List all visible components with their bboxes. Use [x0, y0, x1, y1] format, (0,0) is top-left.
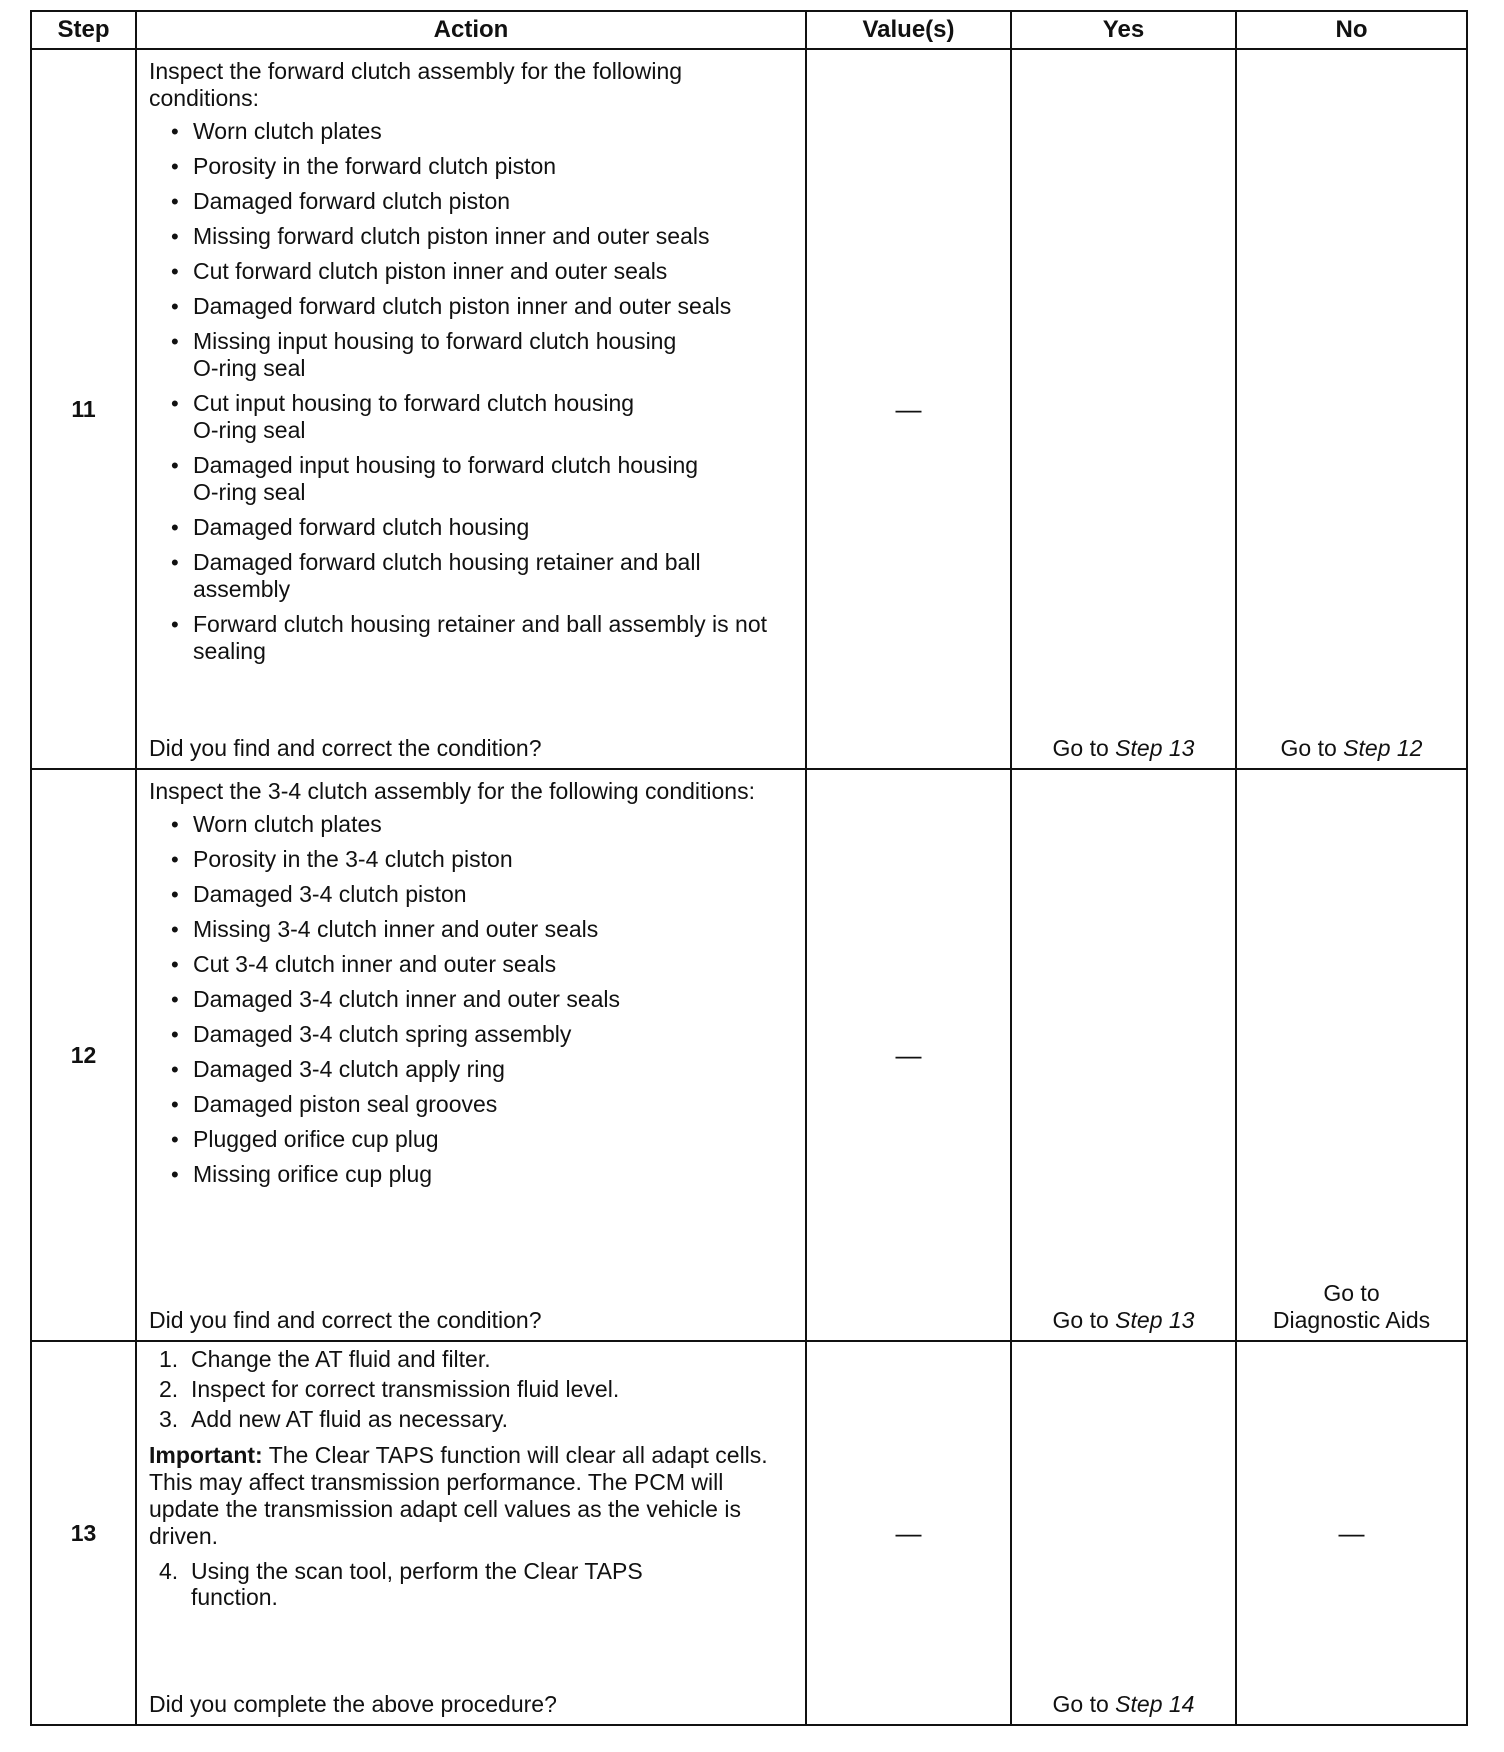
condition-list — [137, 811, 805, 1188]
list-item: • Cut input housing to forward clutch housing O-ring seal — [171, 390, 805, 444]
list-item: • Damaged 3-4 clutch apply ring — [171, 1056, 805, 1083]
header-values: Value(s) — [806, 11, 1011, 49]
list-item — [159, 1406, 805, 1432]
step-link[interactable]: Step 12 — [1343, 735, 1423, 761]
yes-cell — [1011, 769, 1236, 1341]
procedure-list — [137, 1558, 805, 1610]
no-cell: — — [1236, 1341, 1467, 1725]
important-note — [137, 1436, 805, 1554]
list-item: • Damaged forward clutch piston — [171, 188, 805, 215]
no-goto[interactable] — [1237, 735, 1466, 762]
list-item: • Missing 3-4 clutch inner and outer seals — [171, 916, 805, 943]
step-index: 1. — [159, 1346, 179, 1372]
list-item — [159, 1558, 805, 1610]
header-no: No — [1236, 11, 1467, 49]
list-item: • Worn clutch plates — [171, 118, 805, 145]
no-cell — [1236, 49, 1467, 769]
no-cell — [1236, 769, 1467, 1341]
step-number: 13 — [31, 1341, 136, 1725]
list-item: • Plugged orifice cup plug — [171, 1126, 805, 1153]
step-text: Add new AT fluid as necessary. — [191, 1406, 509, 1432]
action-cell — [136, 49, 806, 769]
value-cell: — — [806, 1341, 1011, 1725]
list-item — [159, 1346, 805, 1372]
diagnostic-table — [30, 10, 1468, 1726]
list-item: • Missing orifice cup plug — [171, 1161, 805, 1188]
list-item: • Porosity in the forward clutch piston — [171, 153, 805, 180]
table-row-step-12 — [31, 769, 1467, 1341]
step-link[interactable]: Step 13 — [1115, 1307, 1195, 1333]
condition-list — [137, 118, 805, 665]
yes-cell — [1011, 1341, 1236, 1725]
list-item: • Damaged 3-4 clutch inner and outer seals — [171, 986, 805, 1013]
table-row-step-13 — [31, 1341, 1467, 1725]
step-text: Inspect for correct transmission fluid level. — [191, 1376, 620, 1402]
list-item — [159, 1376, 805, 1402]
goto-prefix: Go to — [1052, 735, 1116, 761]
no-goto[interactable] — [1237, 1280, 1466, 1334]
step-number: 11 — [31, 49, 136, 769]
table-header-row — [31, 11, 1467, 49]
goto-prefix: Go to — [1323, 1280, 1380, 1306]
yes-goto[interactable] — [1012, 1691, 1235, 1718]
list-item: • Porosity in the 3-4 clutch piston — [171, 846, 805, 873]
value-cell: — — [806, 49, 1011, 769]
list-item: • Damaged input housing to forward clutch housing O-ring seal — [171, 452, 805, 506]
list-item: • Missing forward clutch piston inner and outer seals — [171, 223, 805, 250]
action-cell — [136, 1341, 806, 1725]
step-index: 4. — [159, 1558, 179, 1584]
table-row-step-11 — [31, 49, 1467, 769]
list-item: • Missing input housing to forward clutch housing O-ring seal — [171, 328, 805, 382]
action-intro: Inspect the forward clutch assembly for the following conditions: — [149, 58, 683, 111]
step-index: 3. — [159, 1406, 179, 1432]
list-item: • Worn clutch plates — [171, 811, 805, 838]
goto-prefix: Go to — [1052, 1691, 1116, 1717]
action-intro: Inspect the 3-4 clutch assembly for the following conditions: — [149, 778, 755, 804]
list-item: • Damaged 3-4 clutch spring assembly — [171, 1021, 805, 1048]
step-text: Change the AT fluid and filter. — [191, 1346, 491, 1372]
list-item: • Cut 3-4 clutch inner and outer seals — [171, 951, 805, 978]
list-item: • Damaged piston seal grooves — [171, 1091, 805, 1118]
list-item: • Damaged forward clutch piston inner and outer seals — [171, 293, 805, 320]
action-question: Did you complete the above procedure? — [149, 1691, 557, 1717]
list-item: • Damaged forward clutch housing retainer and ball assembly — [171, 549, 805, 603]
important-text: The Clear TAPS function will clear all adapt cells. This may affect transmission performance. The PCM will update the transmission adapt cell values as the vehicle is driven. — [149, 1442, 768, 1549]
yes-goto[interactable] — [1012, 1307, 1235, 1334]
list-item: • Damaged forward clutch housing — [171, 514, 805, 541]
list-item: • Forward clutch housing retainer and ball assembly is not sealing — [171, 611, 805, 665]
value-cell: — — [806, 769, 1011, 1341]
list-item: • Damaged 3-4 clutch piston — [171, 881, 805, 908]
action-question: Did you find and correct the condition? — [149, 735, 542, 761]
step-index: 2. — [159, 1376, 179, 1402]
action-question: Did you find and correct the condition? — [149, 1307, 542, 1333]
yes-cell — [1011, 49, 1236, 769]
header-action: Action — [136, 11, 806, 49]
goto-prefix: Go to — [1052, 1307, 1116, 1333]
procedure-list — [137, 1346, 805, 1432]
diagnostic-aids-link[interactable]: Diagnostic Aids — [1272, 1307, 1431, 1333]
action-cell — [136, 769, 806, 1341]
important-label: Important: — [149, 1442, 263, 1468]
list-item: • Cut forward clutch piston inner and outer seals — [171, 258, 805, 285]
step-link[interactable]: Step 13 — [1115, 735, 1195, 761]
yes-goto[interactable] — [1012, 735, 1235, 762]
header-yes: Yes — [1011, 11, 1236, 49]
step-text: Using the scan tool, perform the Clear TAPS function. — [191, 1558, 643, 1610]
step-number: 12 — [31, 769, 136, 1341]
goto-prefix: Go to — [1280, 735, 1344, 761]
header-step: Step — [31, 11, 136, 49]
step-link[interactable]: Step 14 — [1115, 1691, 1195, 1717]
